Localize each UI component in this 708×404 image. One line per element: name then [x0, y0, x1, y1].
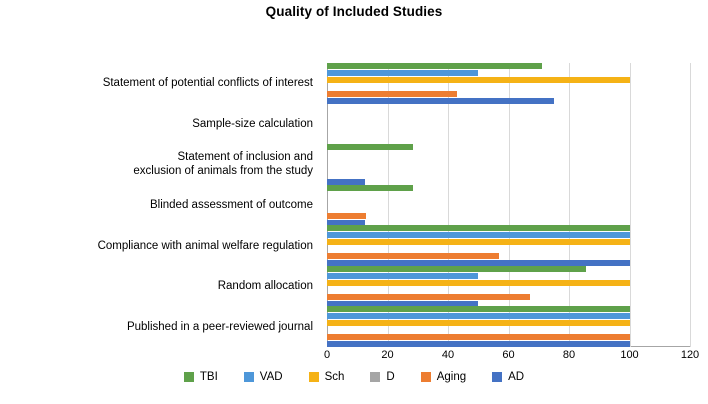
category-label-line: Compliance with animal welfare regulation: [97, 239, 313, 252]
bar: [327, 280, 630, 286]
legend-swatch: [421, 372, 431, 382]
category-axis-labels: [0, 63, 320, 347]
category-label-line: exclusion of animals from the study: [133, 165, 313, 178]
bar-group: [327, 63, 690, 104]
bar: [327, 294, 530, 300]
chart-legend: [0, 371, 708, 383]
bar-group: [327, 144, 690, 185]
plot-area: [327, 63, 690, 347]
legend-item[interactable]: [244, 371, 283, 383]
bar: [327, 185, 413, 191]
category-label: [0, 239, 313, 253]
x-tick-label: 100: [620, 349, 639, 361]
x-tick-label: 80: [562, 349, 576, 361]
legend-item[interactable]: [184, 371, 218, 383]
legend-item[interactable]: [309, 371, 345, 383]
legend-label: Sch: [324, 371, 345, 383]
legend-label: TBI: [199, 371, 218, 383]
category-label-line: Blinded assessment of outcome: [149, 199, 313, 211]
bar-group: [327, 225, 690, 266]
chart-title: Quality of Included Studies: [265, 4, 443, 19]
bar-group: [327, 306, 690, 347]
bar: [327, 306, 630, 312]
bar: [327, 266, 586, 272]
legend-swatch: [244, 372, 254, 382]
category-label-line: Sample-size calculation: [192, 117, 313, 130]
category-label: [0, 117, 313, 131]
category-label-line: Random allocation: [217, 280, 313, 293]
category-label-line: Published in a peer-reviewed journal: [126, 320, 313, 333]
legend-swatch: [184, 372, 194, 382]
legend-swatch: [309, 372, 319, 382]
bar-group: [327, 103, 690, 144]
x-axis-tick-labels: [323, 349, 700, 365]
bar: [327, 232, 630, 238]
legend-swatch: [370, 372, 380, 382]
x-tick-label: 60: [502, 349, 515, 361]
bar-group: [327, 266, 690, 307]
bar: [327, 91, 457, 97]
bar: [327, 313, 630, 319]
bar: [327, 253, 499, 259]
x-tick-label: 20: [381, 349, 394, 361]
bar-group: [327, 185, 690, 226]
category-label: [0, 198, 313, 212]
category-label: [0, 76, 313, 90]
category-label: [0, 150, 313, 178]
bar: [327, 70, 478, 76]
x-tick-label: 120: [680, 349, 700, 361]
legend-swatch: [492, 372, 502, 382]
bar: [327, 334, 630, 340]
gridline: [690, 63, 691, 347]
legend-item[interactable]: [370, 371, 394, 383]
category-label: [0, 279, 313, 293]
x-tick-label: 0: [323, 349, 331, 361]
bar: [327, 320, 630, 326]
legend-label: Aging: [436, 371, 467, 383]
category-label-line: Statement of potential conflicts of interest: [102, 77, 313, 90]
bar: [327, 144, 413, 150]
bar: [327, 225, 630, 231]
legend-item[interactable]: [492, 371, 524, 383]
x-tick-label: 40: [441, 349, 455, 361]
bar: [327, 213, 366, 219]
bar: [327, 341, 630, 347]
category-label: [0, 320, 313, 334]
legend-label: VAD: [259, 371, 283, 383]
legend-item[interactable]: [421, 371, 466, 383]
legend-label: D: [386, 371, 395, 383]
legend-label: AD: [508, 371, 525, 383]
bar: [327, 273, 478, 279]
bar: [327, 77, 630, 83]
category-label-line: Statement of inclusion and: [177, 151, 313, 164]
bar: [327, 239, 630, 245]
bar: [327, 63, 542, 69]
